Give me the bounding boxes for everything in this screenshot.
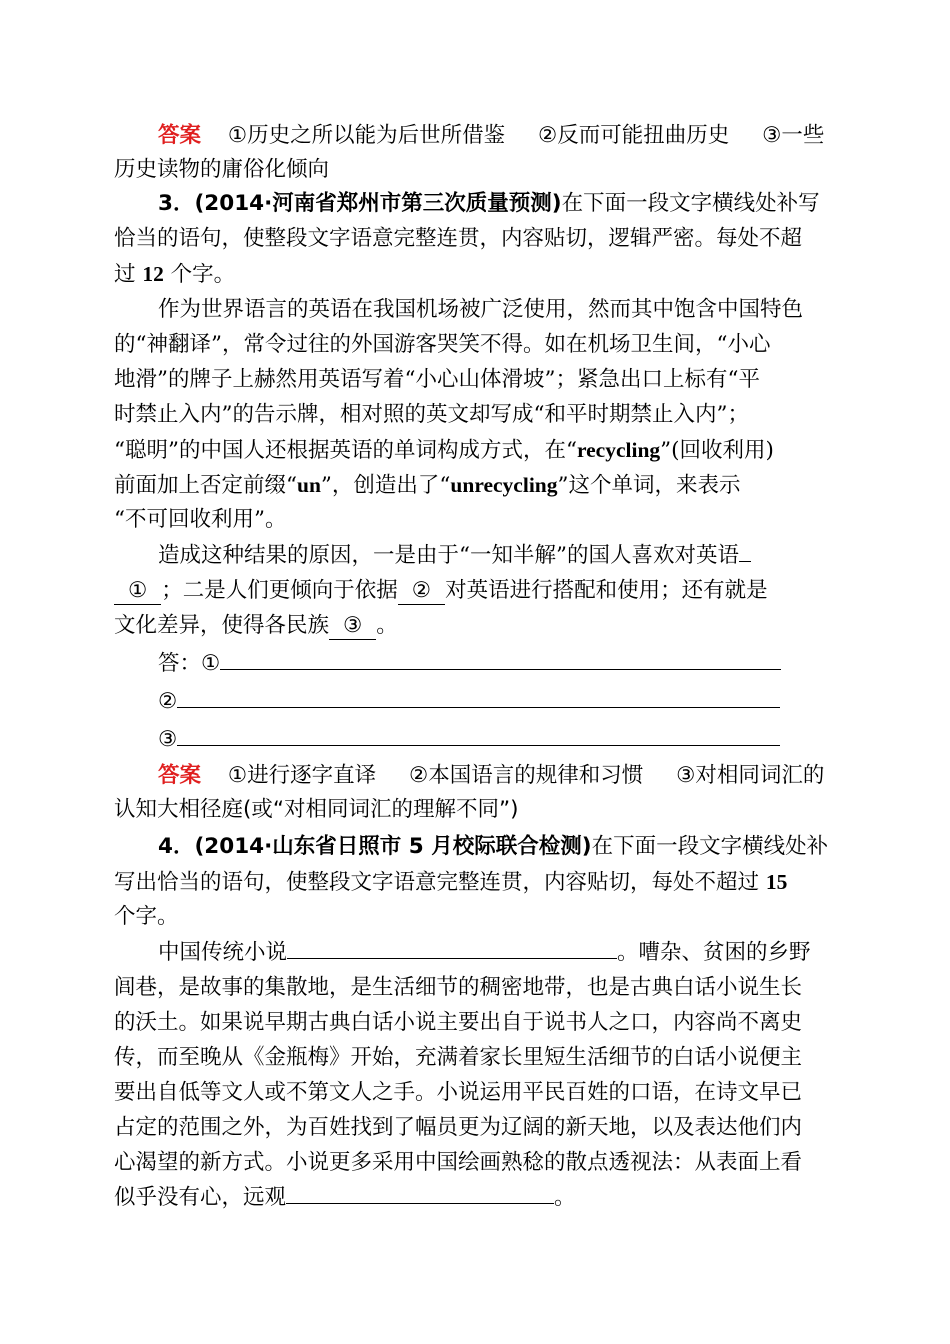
answer-item-1: ①进行逐字直译 bbox=[227, 763, 377, 788]
answer-prefix: ② bbox=[158, 689, 178, 714]
question-prompt-line-2 bbox=[114, 573, 838, 609]
passage4-line-7: 心渴望的新方式。小说更多采用中国绘画熟稔的散点透视法：从表面上看 bbox=[114, 1150, 803, 1175]
text: 中国传统小说 bbox=[158, 940, 288, 965]
text: 过 bbox=[114, 262, 143, 287]
english-word: recycling bbox=[576, 438, 661, 462]
question-4-heading bbox=[158, 829, 838, 865]
question-number: 3．(2014·河南省郑州市第三次质量预测) bbox=[158, 191, 562, 216]
text: 。 bbox=[376, 613, 398, 638]
answer-q3-line2: 认知大相径庭(或“对相同词汇的理解不同”) bbox=[114, 797, 519, 822]
answer-label: 答案 bbox=[158, 123, 202, 148]
text: 。嘈杂、贫困的乡野 bbox=[617, 940, 811, 965]
question-number: 4．(2014·山东省日照市 5 月校际联合检测) bbox=[158, 834, 592, 859]
passage4-line-1 bbox=[158, 935, 838, 971]
passage-line-2: 的“神翻译”，常令过往的外国游客哭笑不得。如在机场卫生间，“小心 bbox=[114, 332, 771, 357]
passage-line-5 bbox=[114, 432, 838, 469]
answer-item-3: ③对相同词汇的 bbox=[676, 763, 825, 788]
passage4-line-6: 占定的范围之外，为百姓找到了幅员更为辽阔的新天地，以及表达他们内 bbox=[114, 1115, 803, 1140]
text: ”，创造出了“ bbox=[320, 473, 451, 498]
question-text: 在下面一段文字横线处补 bbox=[591, 834, 829, 859]
answer-item-2: ②反而可能扭曲历史 bbox=[537, 123, 730, 148]
answer-label: 答案 bbox=[158, 763, 202, 788]
text: 写出恰当的语句，使整段文字语意完整连贯，内容贴切，每处不超过 bbox=[114, 870, 766, 895]
blank-answer-1[interactable] bbox=[287, 936, 617, 959]
blank-3[interactable]: ③ bbox=[329, 613, 376, 640]
answer-item-2: ②本国语言的规律和习惯 bbox=[408, 763, 644, 788]
answer-input-2[interactable] bbox=[177, 685, 780, 708]
answer-prefix: 答：① bbox=[158, 651, 221, 676]
passage-line-4: 时禁止入内”的告示牌，相对照的英文却写成“和平时期禁止入内”； bbox=[114, 402, 749, 427]
answer-prefix: ③ bbox=[158, 727, 178, 752]
english-word: unrecycling bbox=[450, 473, 558, 497]
english-prefix: un bbox=[297, 473, 321, 497]
question-3-line3 bbox=[114, 256, 838, 293]
text: ”(回收利用) bbox=[660, 438, 774, 463]
blank-answer-2[interactable] bbox=[286, 1181, 554, 1204]
word-limit: 15 bbox=[765, 870, 788, 894]
text: ；二是人们更倾向于依据 bbox=[161, 578, 398, 603]
answer-item-1: ①历史之所以能为后世所借鉴 bbox=[227, 123, 506, 148]
question-3-line2: 恰当的语句，使整段文字语意完整连贯，内容贴切，逻辑严密。每处不超 bbox=[114, 226, 803, 251]
question-4-line3: 个字。 bbox=[114, 904, 179, 929]
passage4-line-2: 闾巷，是故事的集散地，是生活细节的稠密地带，也是古典白话小说生长 bbox=[114, 975, 803, 1000]
blank-1[interactable]: ① bbox=[114, 578, 161, 605]
answer-line-1 bbox=[158, 646, 838, 682]
question-prompt-line-3 bbox=[114, 608, 838, 644]
passage-line-3: 地滑”的牌子上赫然用英语写着“小心山体滑坡”；紧急出口上标有“平 bbox=[114, 367, 760, 392]
word-limit: 12 bbox=[142, 262, 164, 286]
passage4-line-8 bbox=[114, 1180, 838, 1216]
passage-line-1: 作为世界语言的英语在我国机场被广泛使用，然而其中饱含中国特色 bbox=[158, 297, 804, 322]
text: “聪明”的中国人还根据英语的单词构成方式，在“ bbox=[114, 438, 577, 463]
text: 个字。 bbox=[163, 262, 236, 287]
question-3-heading bbox=[158, 186, 838, 222]
blank-line bbox=[739, 539, 751, 562]
answer-input-1[interactable] bbox=[220, 647, 781, 670]
passage4-line-3: 的沃土。如果说早期古典白话小说主要出自于说书人之口，内容尚不离史 bbox=[114, 1010, 803, 1035]
text: 造成这种结果的原因，一是由于“一知半解”的国人喜欢对英语 bbox=[158, 543, 739, 568]
question-4-line2 bbox=[114, 864, 838, 901]
text: 文化差异，使得各民族 bbox=[114, 613, 330, 638]
answer-q2-line2: 历史读物的庸俗化倾向 bbox=[114, 157, 330, 182]
passage4-line-4: 传，而至晚从《金瓶梅》开始，充满着家长里短生活细节的白话小说便主 bbox=[114, 1045, 803, 1070]
passage4-line-5: 要出自低等文人或不第文人之手。小说运用平民百姓的口语，在诗文早已 bbox=[114, 1080, 803, 1105]
text: ”这个单词，来表示 bbox=[557, 473, 741, 498]
text: 对英语进行搭配和使用；还有就是 bbox=[445, 578, 768, 603]
question-text: 在下面一段文字横线处补写 bbox=[561, 191, 820, 216]
passage-line-6 bbox=[114, 467, 838, 504]
text: 前面加上否定前缀“ bbox=[114, 473, 297, 498]
text: 。 bbox=[554, 1185, 576, 1210]
answer-line-2 bbox=[158, 684, 838, 720]
text: 似乎没有心，远观 bbox=[114, 1185, 287, 1210]
answer-q2-line1 bbox=[158, 118, 838, 154]
passage-line-7: “不可回收利用”。 bbox=[114, 507, 287, 532]
answer-input-3[interactable] bbox=[177, 723, 780, 746]
blank-2[interactable]: ② bbox=[398, 578, 445, 605]
answer-line-3 bbox=[158, 722, 838, 758]
answer-item-3: ③一些 bbox=[762, 123, 825, 148]
answer-q3-line1 bbox=[158, 758, 838, 794]
question-prompt-line-1 bbox=[158, 538, 838, 574]
